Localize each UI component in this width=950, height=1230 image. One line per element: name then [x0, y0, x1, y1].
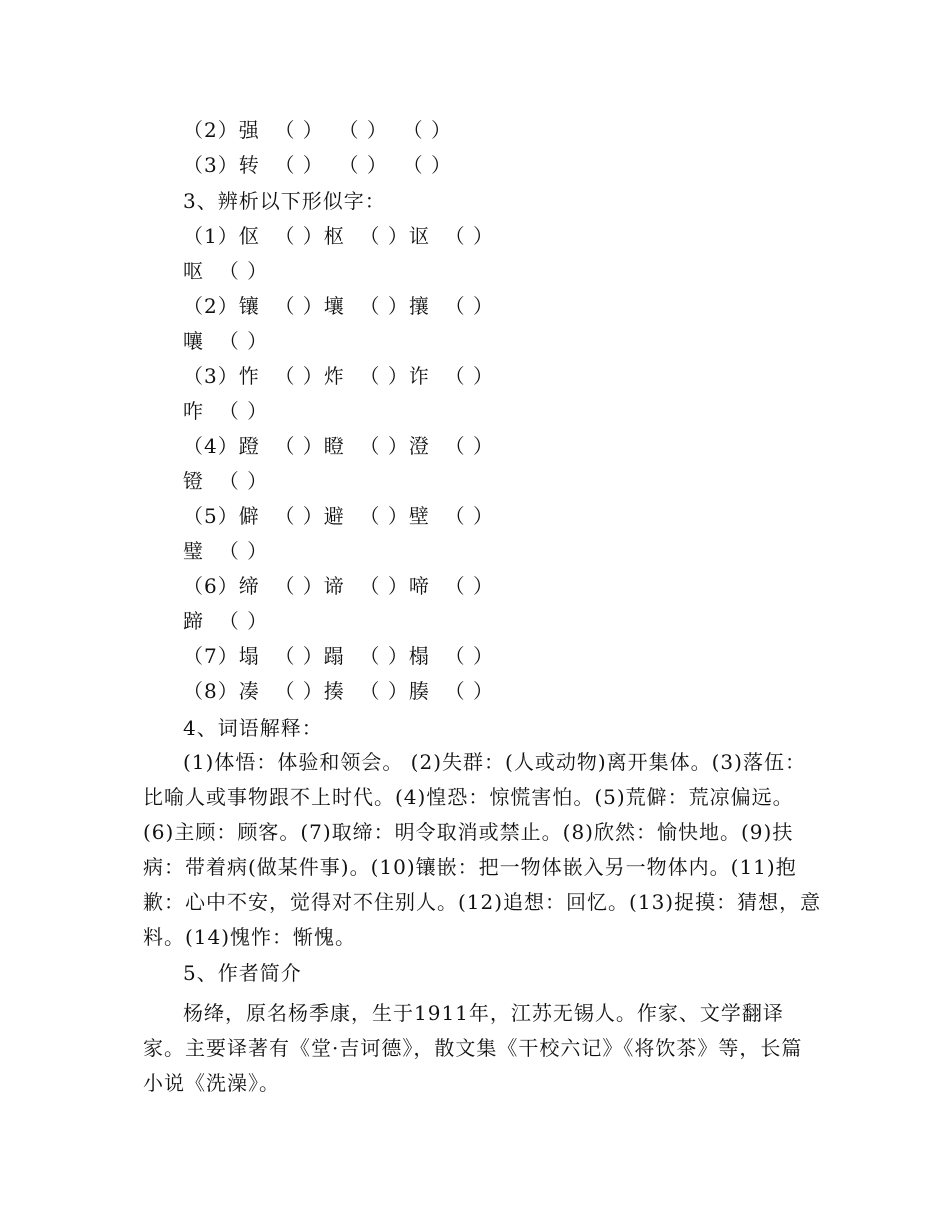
- text-line: （4）蹬 （ ）瞪 （ ）澄 （ ）: [183, 434, 494, 458]
- text-line: （5）僻 （ ）避 （ ）壁 （ ）: [183, 504, 494, 528]
- vocab-paragraph: (1)体悟：体验和领会。 (2)失群：(人或动物)离开集体。(3)落伍：比喻人或事物跟不上时代。(4)惶恐：惊慌害怕。(5)荒僻：荒凉偏远。(6)主顾：顾客。(7)取缔：明令取消或禁止。(8)欣然：愉快地。(9)扶病：带着病(做某件事)。(10)镶嵌：把一物体嵌入另一物体内。(11)抱歉：心中不安，觉得对不住别人。(12)追想：回忆。(13)捉摸：猜想，意料。(14)愧怍：惭愧。: [143, 750, 822, 949]
- text-line: （7）塌 （ ）蹋 （ ）榻 （ ）: [183, 644, 494, 668]
- section-heading: 5、作者简介: [183, 961, 302, 985]
- text-line: 镫 （ ）: [183, 469, 269, 493]
- text-line: （2）镶 （ ）壤 （ ）攘 （ ）: [183, 294, 494, 318]
- text-line: 呕 （ ）: [183, 259, 269, 283]
- text-line: （8）凑 （ ）揍 （ ）腠 （ ）: [183, 679, 494, 703]
- text-line: （2）强 （ ） （ ） （ ）: [183, 118, 452, 142]
- section-heading: 4、词语解释：: [183, 716, 323, 740]
- section-heading: 3、辨析以下形似字：: [183, 189, 386, 213]
- text-line: 璧 （ ）: [183, 539, 269, 563]
- text-line: （6）缔 （ ）谛 （ ）啼 （ ）: [183, 574, 494, 598]
- text-line: （1）伛 （ ）枢 （ ）讴 （ ）: [183, 224, 494, 248]
- author-paragraph: 杨绛，原名杨季康，生于1911年，江苏无锡人。作家、文学翻译家。主要译著有《堂·吉诃德》，散文集《干校六记》《将饮茶》等，长篇小说《洗澡》。: [143, 1001, 803, 1095]
- text-line: 咋 （ ）: [183, 399, 269, 423]
- text-line: 蹄 （ ）: [183, 609, 269, 633]
- text-line: 嚷 （ ）: [183, 329, 269, 353]
- text-line: （3）怍 （ ）炸 （ ）诈 （ ）: [183, 364, 494, 388]
- text-line: （3）转 （ ） （ ） （ ）: [183, 153, 452, 177]
